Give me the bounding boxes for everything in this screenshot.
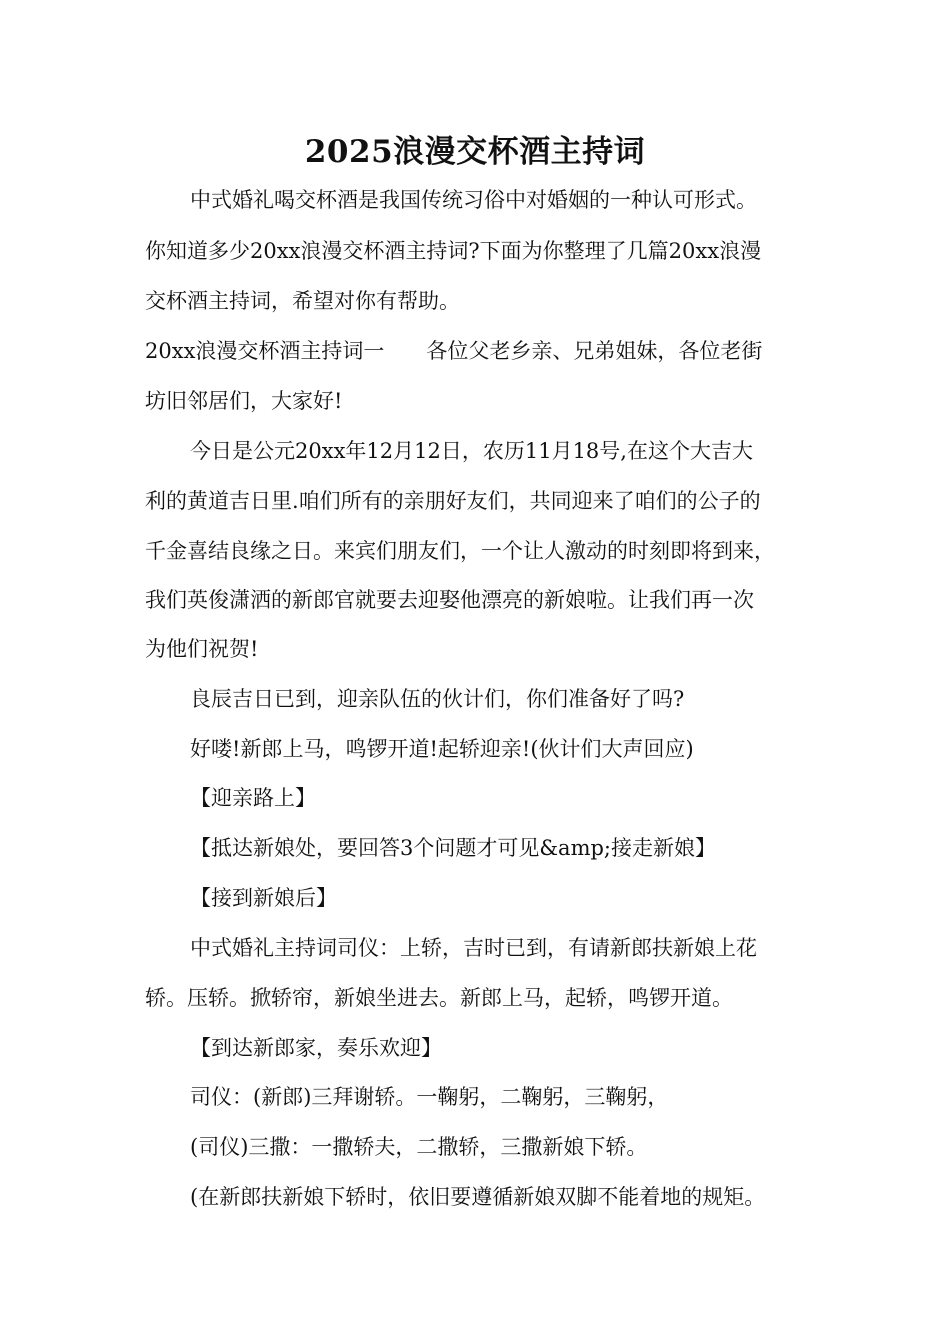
paragraph-line: 中式婚礼喝交杯酒是我国传统习俗中对婚姻的一种认可形式。 (190, 188, 757, 212)
section-heading: 【到达新郎家，奏乐欢迎】 (190, 1036, 442, 1060)
paragraph-line: (司仪)三撒：一撒轿夫，二撒轿，三撒新娘下轿。 (190, 1135, 648, 1159)
section-heading: 【迎亲路上】 (190, 786, 316, 810)
document-title: 2025浪漫交杯酒主持词 (304, 134, 646, 170)
paragraph-line: 中式婚礼主持词司仪：上轿，吉时已到，有请新郎扶新娘上花 (190, 936, 757, 960)
paragraph-line: 交杯酒主持词，希望对你有帮助。 (145, 289, 460, 313)
paragraph-line: (在新郎扶新娘下轿时，依旧要遵循新娘双脚不能着地的规矩。 (190, 1185, 766, 1209)
paragraph-line: 轿。压轿。掀轿帘，新娘坐进去。新郎上马，起轿，鸣锣开道。 (145, 986, 733, 1010)
paragraph-line: 20xx浪漫交杯酒主持词一 各位父老乡亲、兄弟姐妹，各位老街 (145, 339, 763, 363)
paragraph-line: 为他们祝贺! (145, 637, 259, 661)
paragraph-line: 千金喜结良缘之日。来宾们朋友们，一个让人激动的时刻即将到来， (145, 539, 775, 563)
paragraph-line: 今日是公元20xx年12月12日，农历11月18号,在这个大吉大 (190, 439, 753, 463)
section-heading: 【抵达新娘处，要回答3个问题才可见&amp;接走新娘】 (190, 836, 717, 860)
paragraph-line: 利的黄道吉日里.咱们所有的亲朋好友们，共同迎来了咱们的公子的 (145, 489, 761, 513)
paragraph-line: 坊旧邻居们，大家好! (145, 389, 343, 413)
paragraph-line: 我们英俊潇洒的新郎官就要去迎娶他漂亮的新娘啦。让我们再一次 (145, 588, 754, 612)
paragraph-line: 你知道多少20xx浪漫交杯酒主持词?下面为你整理了几篇20xx浪漫 (145, 239, 762, 263)
paragraph-line: 好喽!新郎上马，鸣锣开道!起轿迎亲!(伙计们大声回应) (190, 737, 694, 761)
section-heading: 【接到新娘后】 (190, 886, 337, 910)
paragraph-line: 良辰吉日已到，迎亲队伍的伙计们，你们准备好了吗? (190, 687, 685, 711)
paragraph-line: 司仪：(新郎)三拜谢轿。一鞠躬，二鞠躬，三鞠躬， (190, 1085, 669, 1109)
